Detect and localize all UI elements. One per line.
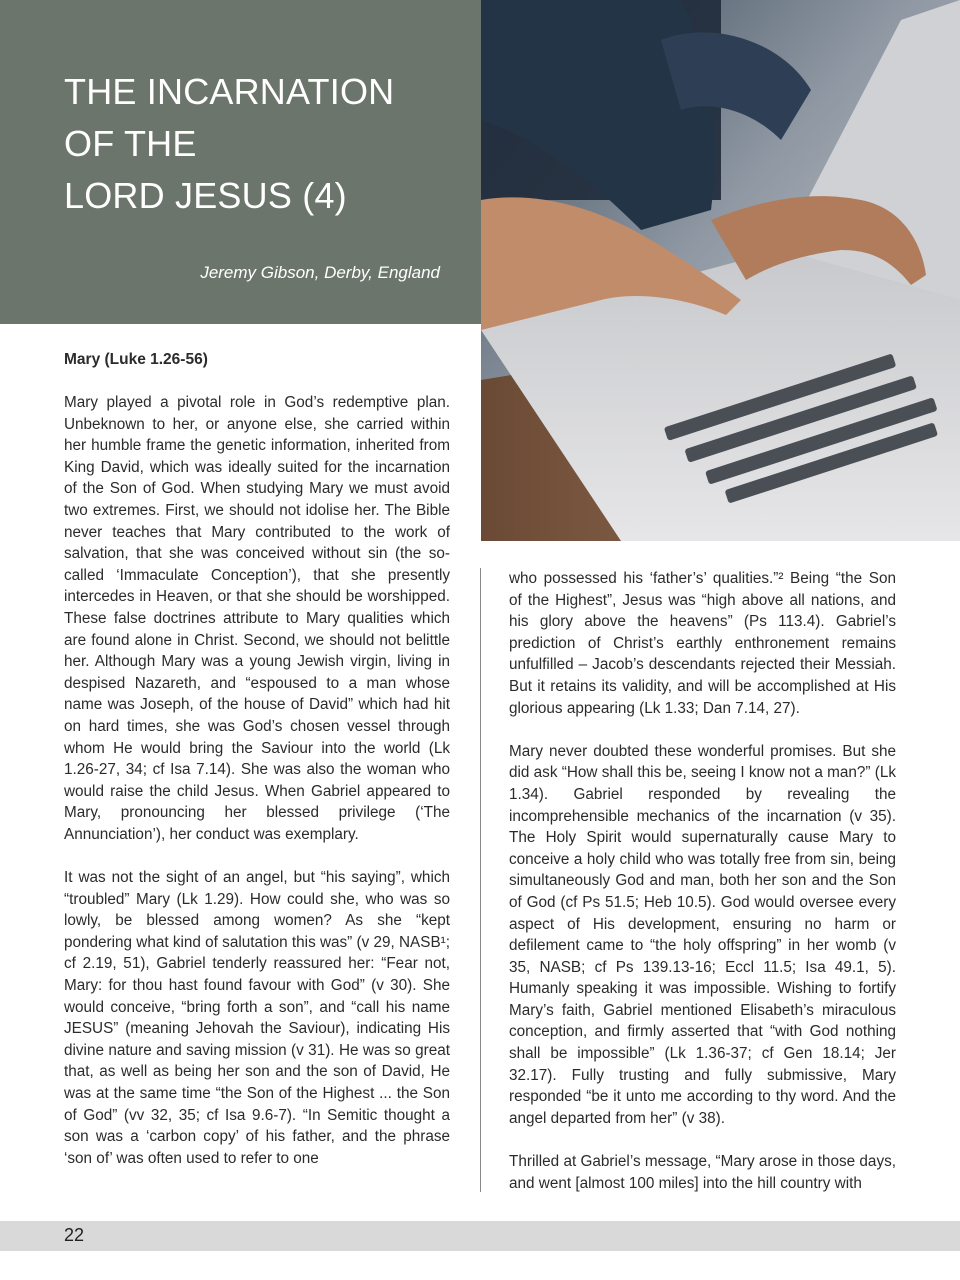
hero-photo [481, 0, 960, 541]
left-paragraph-1: Mary played a pivotal role in God’s redemptive plan. Unbeknown to her, or anyone else, she carried within her humble frame the genetic information, inherited from King David, which was ideally suited for the incarnation of the Son of God. When studying Mary we must avoid two extremes. First, we should not idolise her. The Bible never teaches that Mary contributed to the work of salvation, that she was conceived without sin (the so-called ‘Immaculate Conception’), that she presently intercedes in Heaven, or that she should be worshipped. These false doctrines attribute to Mary qualities which are found alone in Christ. Second, we should not belittle her. Although Mary was a young Jewish virgin, living in despised Nazareth, and “espoused to a man whose name was Joseph, of the house of David” which had hit on hard times, she was God’s chosen vessel through whom He would bring the Saviour into the world (Lk 1.26-27, 34; cf Isa 7.14). She was also the woman who would raise the child Jesus. When Gabriel appeared to Mary, pronouncing her blessed privilege (‘The Annunciation’), her conduct was exemplary. [64, 394, 450, 843]
laptop-typing-photo-icon [481, 0, 960, 541]
right-paragraph-1: who possessed his ‘father’s’ qualities.”² Being “the Son of the Highest”, Jesus was “high above all nations, and his glory above the heavens” (Ps 113.4). Gabriel’s prediction of Christ’s earthly enthronement remains unfulfilled – Jacob’s descendants rejected their Messiah. But it retains its validity, and will be accomplished at His glorious appearing (Lk 1.33; Dan 7.14, 27). [509, 570, 896, 717]
title-line-3: LORD JESUS (4) [64, 175, 347, 216]
left-paragraph-2: It was not the sight of an angel, but “his saying”, which “troubled” Mary (Lk 1.29). How could she, who was so lowly, be blessed among women? As she “kept pondering what kind of salutation this was” (v 29, NASB¹; cf 2.19, 51), Gabriel tenderly reassured her: “Fear not, Mary: for thou hast found favour with God” (v 30). She would conceive, “bring forth a son”, and “call his name JESUS” (meaning Jehovah the Saviour), indicating His divine nature and saving mission (v 31). He was so great that, as well as being her son and the son of David, He was at the same time “the Son of the Highest ... the Son of God” (vv 32, 35; cf Isa 9.6-7). “In Semitic thought a son was a ‘carbon copy’ of his father, and the phrase ‘son of’ was often used to refer to one [64, 869, 451, 1167]
author-byline: Jeremy Gibson, Derby, England [200, 263, 440, 282]
title-line-2: OF THE [64, 123, 197, 164]
title-line-1: THE INCARNATION [64, 71, 395, 112]
article-title [64, 66, 394, 222]
right-paragraph-3: Thrilled at Gabriel’s message, “Mary arose in those days, and went [almost 100 miles] into the hill country with [509, 1153, 896, 1192]
column-divider [480, 568, 481, 1192]
page-footer [0, 1221, 960, 1251]
right-text-column [509, 568, 896, 1216]
right-paragraph-2: Mary never doubted these wonderful promises. But she did ask “How shall this be, seeing I know not a man?” (Lk 1.34). Gabriel responded by revealing the incomprehensible mechanics of the incarnation (v 35). The Holy Spirit would supernaturally cause Mary to conceive a holy child who was totally free from sin, being simultaneously God and man, both her son and the Son of God (cf Ps 51.5; Heb 10.5). God would oversee every aspect of His development, ensuring no harm or defilement came to “the holy offspring” in her womb (v 35, NASB; cf Ps 139.13-16; Eccl 11.5; Isa 49.1, 5). Humanly speaking it was impossible. Wishing to fortify Mary’s faith, Gabriel mentioned Elisabeth’s miraculous conception, and firmly asserted that “with God nothing shall be impossible” (Lk 1.36-37; cf Gen 18.14; Jer 32.17). Fully trusting and fully submissive, Mary responded “be it unto me according to thy word. And the angel departed from her” (v 38). [509, 742, 896, 1127]
left-text-column [64, 348, 450, 1191]
section-heading: Mary (Luke 1.26-56) [64, 351, 208, 368]
page-number: 22 [64, 1225, 85, 1245]
title-block [0, 0, 481, 324]
